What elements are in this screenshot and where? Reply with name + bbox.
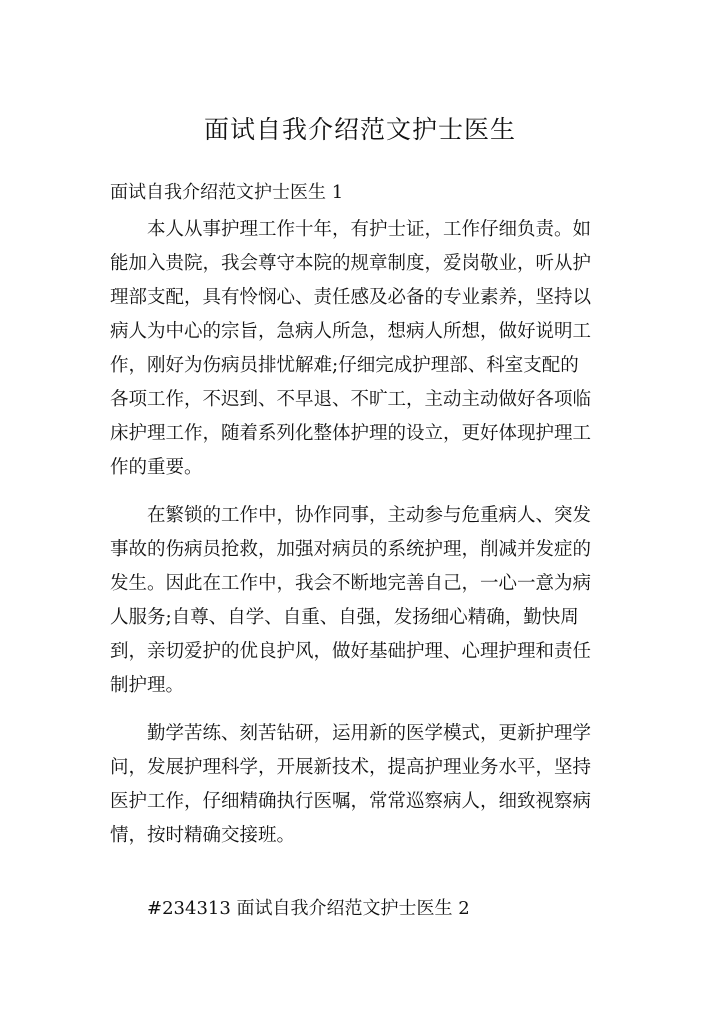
text-line: 医护工作，仔细精确执行医嘱，常常巡察病人，细致视察病 <box>110 791 592 812</box>
text-line: 制护理。 <box>110 675 185 696</box>
paragraph-1 <box>110 213 610 485</box>
text-line: 到，亲切爱护的优良护风，做好基础护理、心理护理和责任 <box>110 641 592 662</box>
text-line: 人服务;自尊、自学、自重、自强，发扬细心精确，勤快周 <box>110 607 579 628</box>
text-line: 情，按时精确交接班。 <box>110 825 296 846</box>
text-line: 在繁锁的工作中，协作同事，主动参与危重病人、突发 <box>147 505 592 526</box>
paragraph-2 <box>110 499 610 703</box>
text-line: 问，发展护理科学，开展新技术，提高护理业务水平，坚持 <box>110 757 592 778</box>
text-line: 本人从事护理工作十年，有护士证，工作仔细负责。如 <box>147 219 592 240</box>
text-line: 作的重要。 <box>110 457 203 478</box>
text-line: 病人为中心的宗旨，急病人所急，想病人所想，做好说明工 <box>110 321 592 342</box>
section-heading: 面试自我介绍范文护士医生 1 <box>110 182 344 203</box>
body-text <box>110 213 610 853</box>
text-line: 事故的伤病员抢救，加强对病员的系统护理，削减并发症的 <box>110 539 592 560</box>
paragraph-3 <box>110 717 610 853</box>
document-title: 面试自我介绍范文护士医生 <box>203 115 516 144</box>
text-line: 作，刚好为伤病员排忧解难;仔细完成护理部、科室支配的 <box>110 355 579 376</box>
text-line: 各项工作，不迟到、不早退、不旷工，主动主动做好各项临 <box>110 389 592 410</box>
text-line: 理部支配，具有怜悯心、责任感及必备的专业素养，坚持以 <box>110 287 592 308</box>
next-section-reference: #234313 面试自我介绍范文护士医生 2 <box>147 898 470 919</box>
text-line: 床护理工作，随着系列化整体护理的设立，更好体现护理工 <box>110 423 592 444</box>
text-line: 能加入贵院，我会尊守本院的规章制度，爱岗敬业，听从护 <box>110 253 592 274</box>
text-line: 勤学苦练、刻苦钻研，运用新的医学模式，更新护理学 <box>147 723 592 744</box>
text-line: 发生。因此在工作中，我会不断地完善自己，一心一意为病 <box>110 573 592 594</box>
